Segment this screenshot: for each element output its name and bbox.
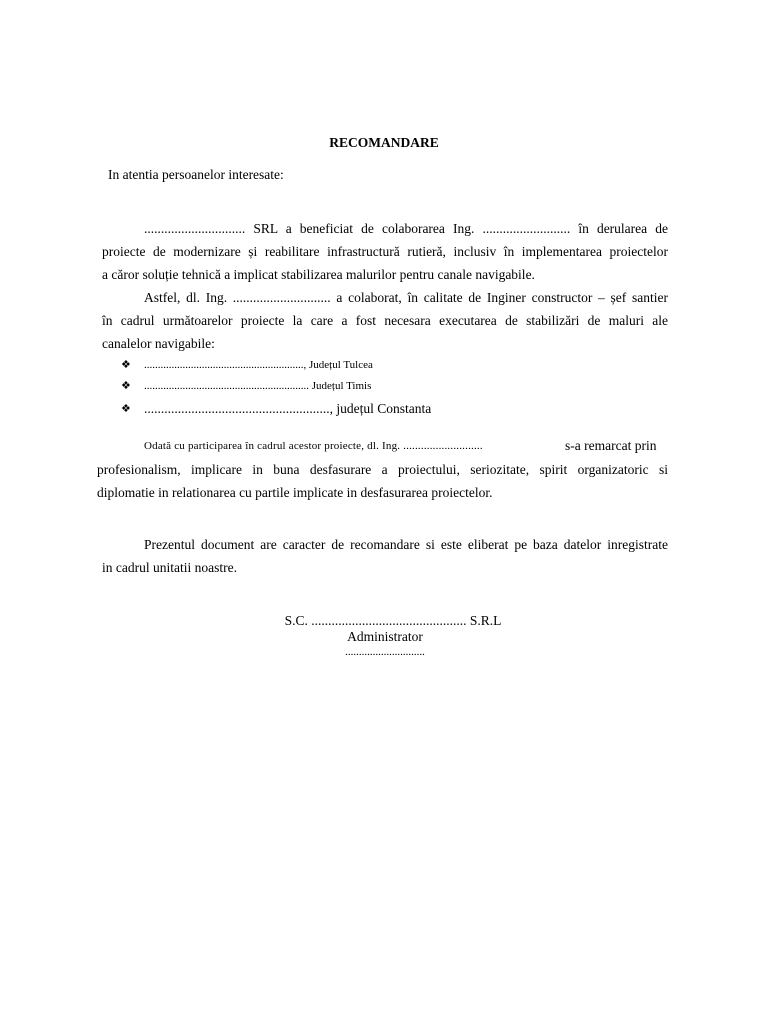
project-item: .........................................................., Județul Tulcea — [144, 359, 373, 371]
project-item: ............................................................ Județul Timis — [144, 380, 372, 392]
paragraph3-line3: diplomatie in relationarea cu partile implicate in desfasurarea proiectelor. — [97, 485, 493, 500]
signature-company: S.C. .............................................. S.R.L — [284, 613, 502, 628]
paragraph1-line3: a căror soluție tehnică a implicat stabilizarea malurilor pentru canale navigabile. — [102, 267, 535, 282]
paragraph2-line3: canalelor navigabile: — [102, 336, 215, 351]
bullet-icon: ❖ — [121, 359, 131, 371]
paragraph1-line1: .............................. SRL a beneficiat de colaborarea Ing. .......................... în derularea de — [144, 221, 668, 236]
paragraph4-line2: in cadrul unitatii noastre. — [102, 560, 237, 575]
signature-role: Administrator — [347, 629, 423, 644]
bullet-icon: ❖ — [121, 403, 131, 415]
paragraph3-line1-end: s-a remarcat prin — [565, 438, 657, 453]
paragraph2-line1: Astfel, dl. Ing. ............................. a colaborat, în calitate de Inginer constructor – șef santier — [144, 290, 668, 305]
paragraph3-line1-start: Odată cu participarea în cadrul acestor proiecte, dl. Ing. ........................... — [144, 440, 483, 452]
paragraph4-line1: Prezentul document are caracter de recomandare si este eliberat pe baza datelor inregistrate — [144, 537, 668, 552]
bullet-icon: ❖ — [121, 380, 131, 392]
greeting: In atentia persoanelor interesate: — [108, 167, 284, 182]
document-title: RECOMANDARE — [329, 135, 439, 150]
paragraph2-line2: în cadrul următoarelor proiecte la care a fost necesara executarea de stabilizări de maluri ale — [102, 313, 668, 328]
signature-name: ............................. — [345, 646, 425, 658]
paragraph1-line2: proiecte de modernizare și reabilitare infrastructură rutieră, inclusiv în implementarea proiectelor — [102, 244, 668, 259]
project-item: ......................................................., județul Constanta — [144, 401, 432, 416]
paragraph3-line2: profesionalism, implicare in buna desfasurare a proiectului, seriozitate, spirit organizatoric si — [97, 462, 668, 477]
